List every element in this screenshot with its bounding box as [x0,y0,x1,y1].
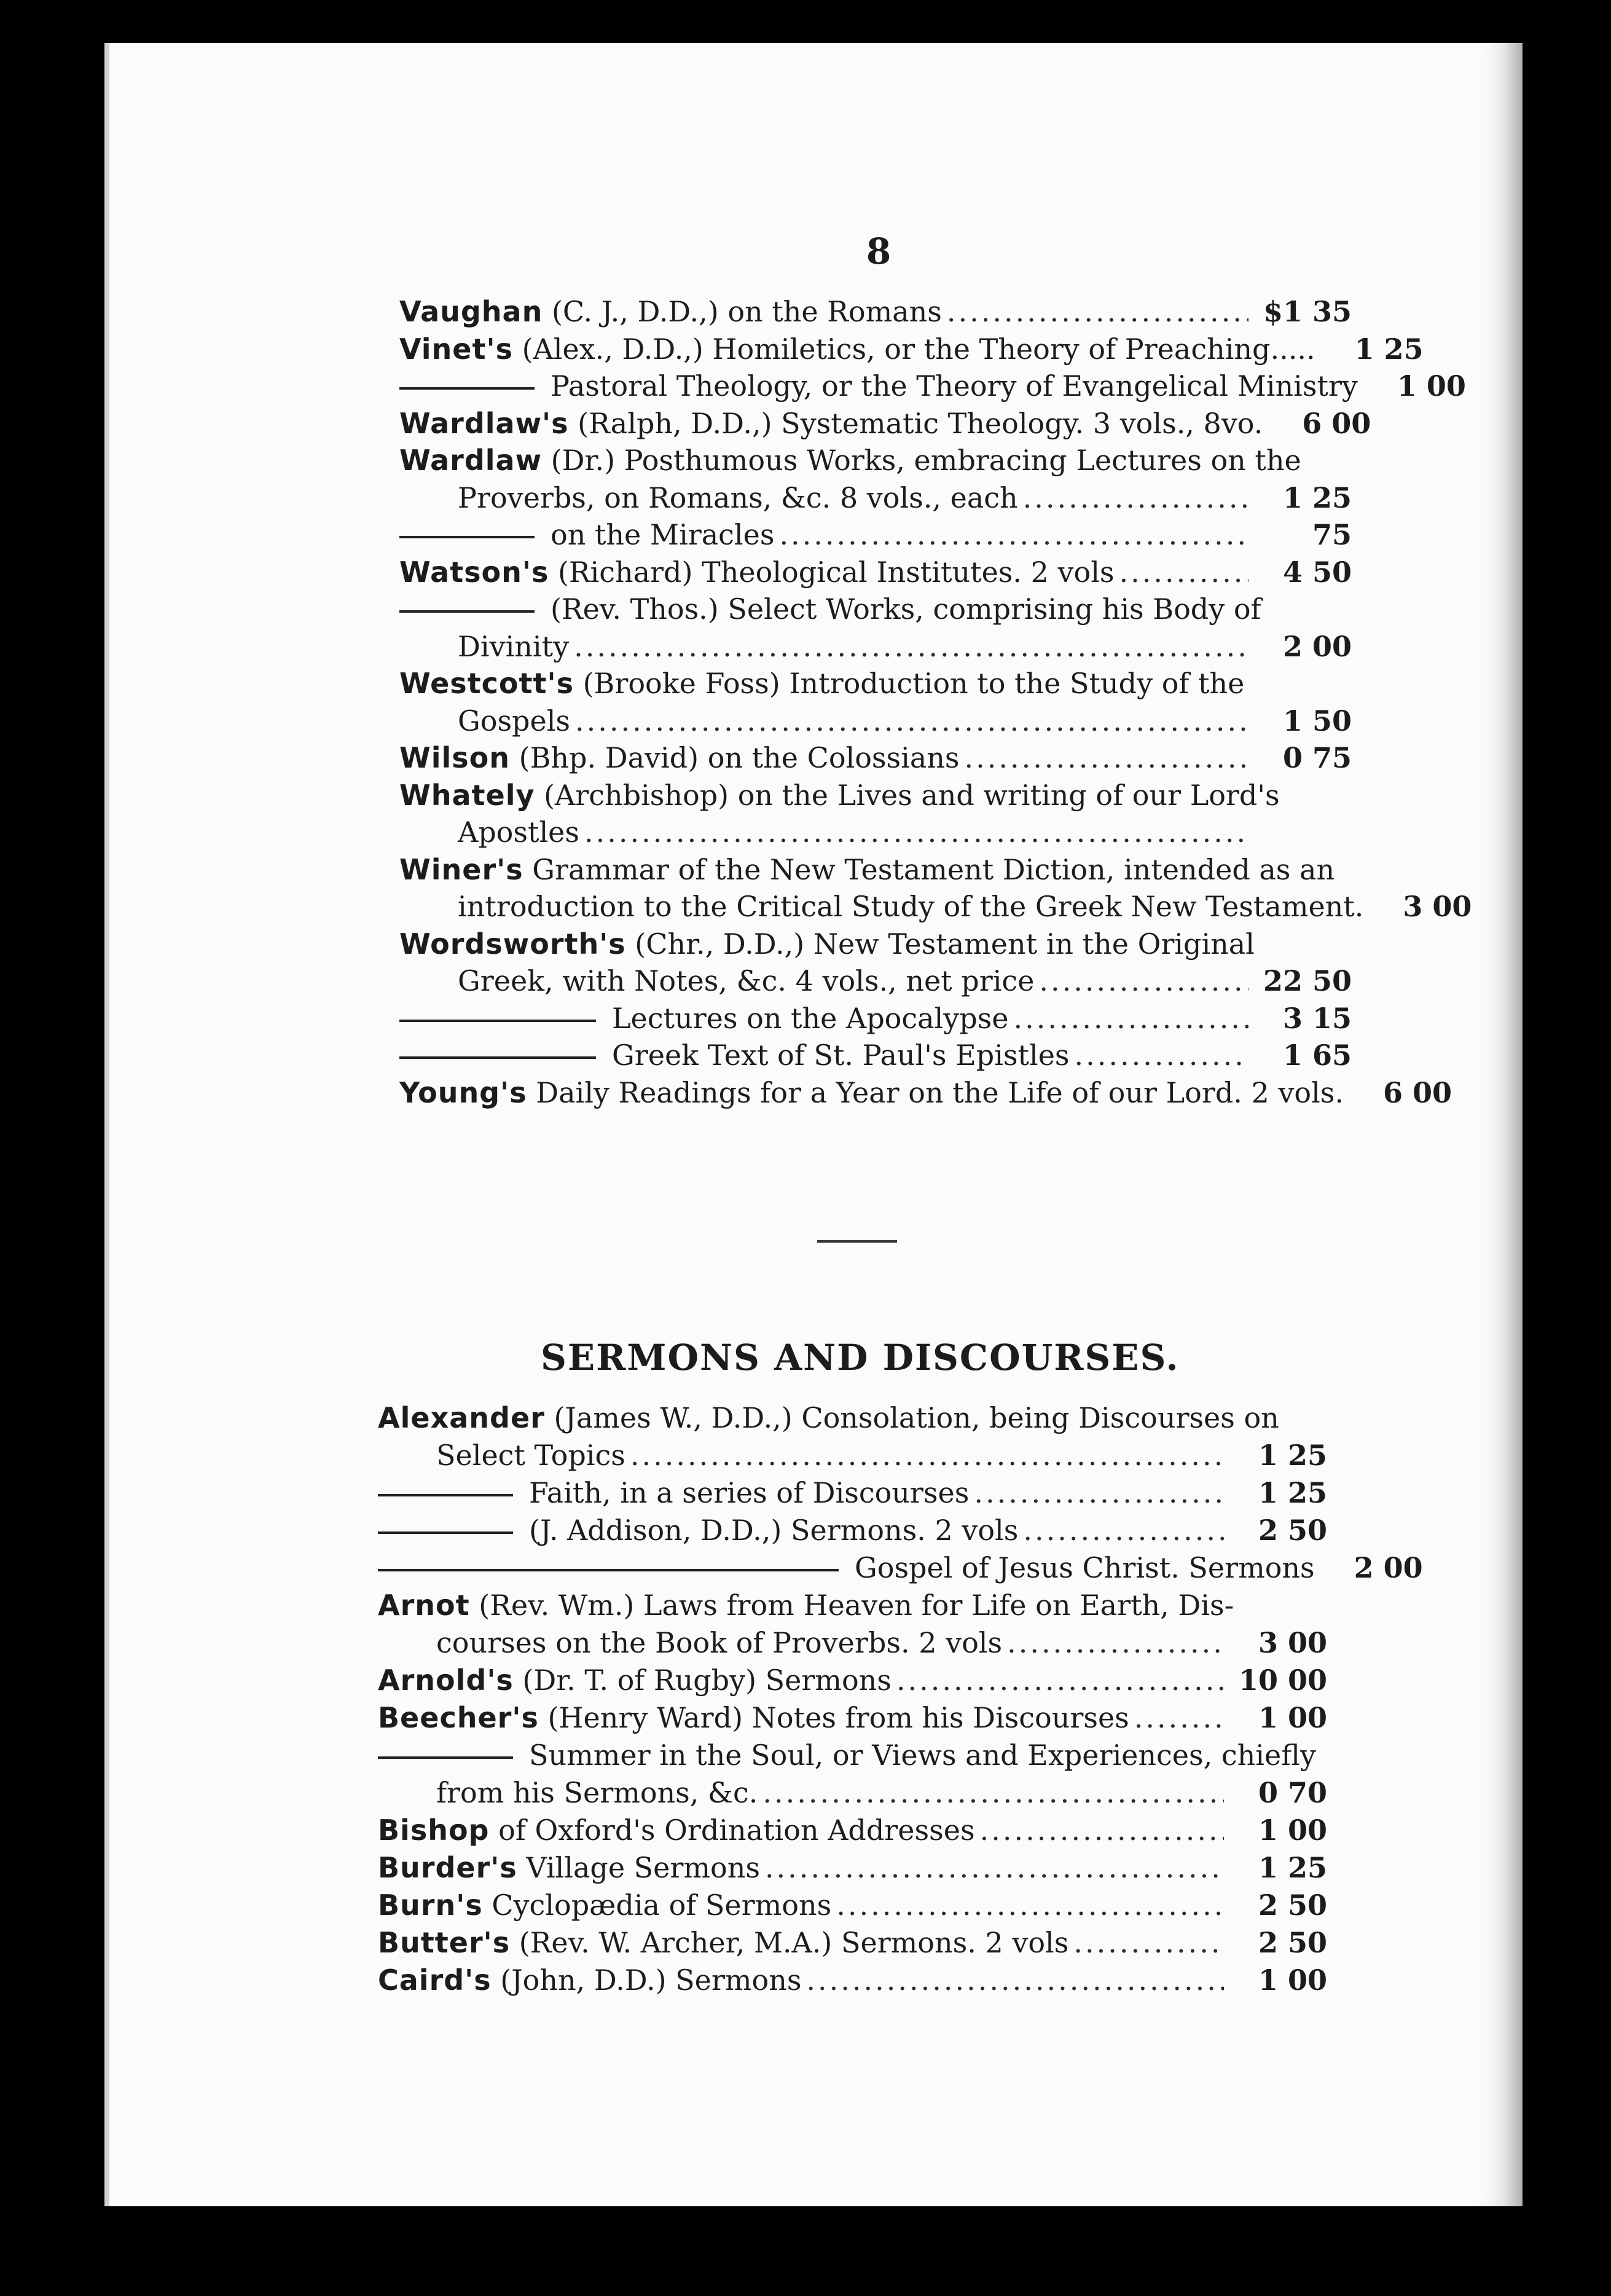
author-name: Arnold's [378,1664,514,1697]
entry-description: (James W., D.D.,) Consolation, being Discourses on [544,1401,1279,1434]
leader-dots [947,295,1248,328]
catalog-entry-line [378,1701,1327,1738]
entry-description: courses on the Book of Proverbs. 2 vols [436,1626,1003,1659]
catalog-entry-line [399,853,1352,890]
price: 1 25 [1258,1851,1327,1884]
entry-description: (Dr.) Posthumous Works, embracing Lectures on the [542,444,1301,477]
entry-description: Summer in the Soul, or Views and Experiences, chiefly [529,1739,1316,1772]
entry-description: Faith, in a series of Discourses [529,1476,970,1509]
author-name: Burder's [378,1851,517,1884]
entry-description: (Rev. W. Archer, M.A.) Sermons. 2 vols [510,1926,1069,1959]
leader-dots [974,1476,1224,1509]
catalog-entry-line [378,1514,1327,1551]
entry-description: Proverbs, on Romans, &c. 8 vols., each [458,481,1018,514]
author-name: Watson's [399,555,549,589]
price: 3 15 [1282,1001,1352,1035]
section-heading: SERMONS AND DISCOURSES. [541,1337,1180,1378]
price: 1 25 [1258,1439,1327,1472]
price: 6 00 [1382,1075,1452,1109]
entry-description: of Oxford's Ordination Addresses [489,1814,975,1847]
catalog-entry-line [378,1926,1327,1963]
catalog-entry-line [458,890,1472,927]
price: 1 00 [1258,1964,1327,1997]
author-name: Arnot [378,1589,470,1622]
entry-description: (Henry Ward) Notes from his Discourses [538,1701,1129,1734]
leader-dots [1007,1626,1224,1659]
leader-dots [1134,1701,1224,1734]
entry-description: Pastoral Theology, or the Theory of Evangelical Ministry [551,369,1358,403]
author-name: Vinet's [399,332,513,366]
author-name: Whately [399,778,535,812]
price: 1 65 [1282,1039,1352,1072]
entry-description: Gospel of Jesus Christ. Sermons [855,1551,1315,1584]
entry-description: from his Sermons, &c. [436,1776,758,1809]
catalog-entry-line [458,704,1352,741]
catalog-entry-line [399,444,1352,481]
catalog-entry-line [378,1401,1327,1438]
price: 0 70 [1258,1776,1327,1809]
ditto-dash [399,1056,596,1059]
catalog-entry-line [399,1039,1352,1075]
author-name: Caird's [378,1964,492,1997]
leader-dots [574,630,1248,663]
price: 75 [1312,518,1352,551]
author-name: Butter's [378,1926,511,1959]
price: 2 50 [1258,1889,1327,1922]
catalog-entry-line [399,556,1352,592]
entry-description: (Rev. Wm.) Laws from Heaven for Life on Earth, Dis- [469,1589,1234,1622]
catalog-entry-line [436,1439,1327,1476]
author-name: Wardlaw's [399,406,569,440]
entry-description: Lectures on the Apocalypse [612,1001,1009,1035]
catalog-entry-line [399,927,1352,964]
leader-dots [779,518,1248,551]
author-name: Winer's [399,852,523,886]
catalog-entry-line [399,369,1466,406]
catalog-entry-line [399,741,1352,778]
leader-dots [630,1439,1224,1472]
entry-description: Gospels [458,704,571,737]
catalog-entry-line [378,1476,1327,1513]
entry-description: Select Topics [436,1439,625,1472]
entry-description: (J. Addison, D.D.,) Sermons. 2 vols [529,1514,1019,1547]
catalog-entry-line [458,630,1352,667]
entry-description: (Dr. T. of Rugby) Sermons [513,1664,892,1697]
author-name: Westcott's [399,667,574,700]
catalog-entry-line [399,1002,1352,1039]
catalog-entry-line [399,332,1424,369]
author-name: Alexander [378,1401,545,1434]
entry-description: (Alex., D.D.,) Homiletics, or the Theory of Preaching..... [512,332,1315,366]
leader-dots [762,1776,1224,1809]
entry-description: (Bhp. David) on the Colossians [510,741,960,774]
catalog-entry-line [399,518,1352,555]
entry-description: (Chr., D.D.,) New Testament in the Original [625,927,1255,961]
leader-dots [836,1889,1224,1922]
ditto-dash [399,536,535,538]
leader-dots [965,741,1248,774]
entry-description: (Ralph, D.D.,) Systematic Theology. 3 vols., 8vo. [568,406,1263,440]
price: 0 75 [1282,741,1352,774]
catalog-entry-line [378,1589,1327,1626]
price: 1 25 [1258,1476,1327,1509]
ditto-dash [378,1531,513,1534]
price: 3 00 [1258,1626,1327,1659]
leader-dots [896,1664,1224,1697]
entry-description: (C. J., D.D.,) on the Romans [543,295,942,328]
entry-description: Village Sermons [517,1851,760,1884]
price: 1 50 [1282,704,1352,737]
price: 10 00 [1238,1664,1327,1697]
entry-description: (John, D.D.) Sermons [491,1964,802,1997]
catalog-entry-line [436,1626,1327,1663]
price: 2 50 [1258,1926,1327,1959]
catalog-entry-line [378,1814,1327,1850]
ditto-dash [399,387,535,390]
leader-dots [1119,556,1248,589]
leader-dots [980,1814,1224,1847]
entry-description: Greek, with Notes, &c. 4 vols., net price [458,964,1035,997]
author-name: Young's [399,1075,527,1109]
price: $1 35 [1263,295,1352,328]
catalog-entry-line [399,295,1352,332]
entry-description: Greek Text of St. Paul's Epistles [612,1039,1070,1072]
price: 3 00 [1403,890,1472,923]
leader-dots [1073,1926,1224,1959]
price: 2 00 [1354,1551,1423,1584]
catalog-entry-line [399,779,1352,816]
catalog-entry-line [458,964,1352,1001]
author-name: Beecher's [378,1701,539,1734]
leader-dots [1023,1514,1224,1547]
leader-dots [806,1964,1224,1997]
catalog-entry-line [399,406,1371,444]
entry-description: Cyclopædia of Sermons [482,1889,832,1922]
catalog-entry-line [378,1851,1327,1888]
entry-description: (Brooke Foss) Introduction to the Study of the [573,667,1245,700]
author-name: Bishop [378,1814,490,1847]
catalog-entry-line [458,481,1352,518]
price: 6 00 [1302,406,1371,440]
page-number: 8 [866,230,892,272]
entry-description: (Archbishop) on the Lives and writing of our Lord's [535,778,1280,812]
entry-description: introduction to the Critical Study of the Greek New Testament. [458,890,1364,923]
catalog-entry-line [399,592,1352,629]
ditto-dash [378,1569,839,1571]
entry-description: on the Miracles [551,518,775,551]
leader-dots [1075,1039,1248,1072]
price: 1 00 [1397,369,1466,403]
price: 22 50 [1263,964,1352,997]
author-name: Vaughan [399,295,543,328]
catalog-entry-line [399,1075,1452,1113]
price: 4 50 [1282,555,1352,589]
ditto-dash [399,1020,596,1022]
price: 2 50 [1258,1514,1327,1547]
catalog-entry-line [378,1664,1327,1700]
entry-description: Divinity [458,629,570,663]
catalog-entry-line [378,1964,1327,2000]
price: 1 00 [1258,1814,1327,1847]
ditto-dash [378,1756,513,1759]
leader-dots [1023,481,1248,514]
price: 2 00 [1282,629,1352,663]
price: 1 25 [1354,332,1424,366]
catalog-entry-line [378,1551,1423,1588]
leader-dots [575,704,1248,737]
price: 1 25 [1282,481,1352,514]
author-name: Wilson [399,741,511,774]
author-name: Wordsworth's [399,927,626,961]
leader-dots [1039,964,1248,997]
leader-dots [584,816,1248,849]
leader-dots [765,1851,1224,1884]
entry-description: (Richard) Theological Institutes. 2 vols [549,555,1115,589]
author-name: Burn's [378,1889,483,1922]
entry-description: (Rev. Thos.) Select Works, comprising his Body of [551,592,1261,626]
entry-description: Grammar of the New Testament Diction, intended as an [523,852,1335,886]
section-divider [817,1240,897,1243]
price: 1 00 [1258,1701,1327,1734]
catalog-entry-line [378,1889,1327,1925]
ditto-dash [378,1494,513,1496]
ditto-dash [399,610,535,613]
catalog-entry-line [458,816,1352,852]
entry-description: Apostles [458,816,579,849]
entry-description: Daily Readings for a Year on the Life of our Lord. 2 vols. [527,1075,1344,1109]
leader-dots [1014,1002,1248,1035]
catalog-entry-line [399,667,1352,704]
catalog-entry-line [436,1776,1327,1813]
catalog-entry-line [378,1739,1327,1775]
author-name: Wardlaw [399,444,543,477]
